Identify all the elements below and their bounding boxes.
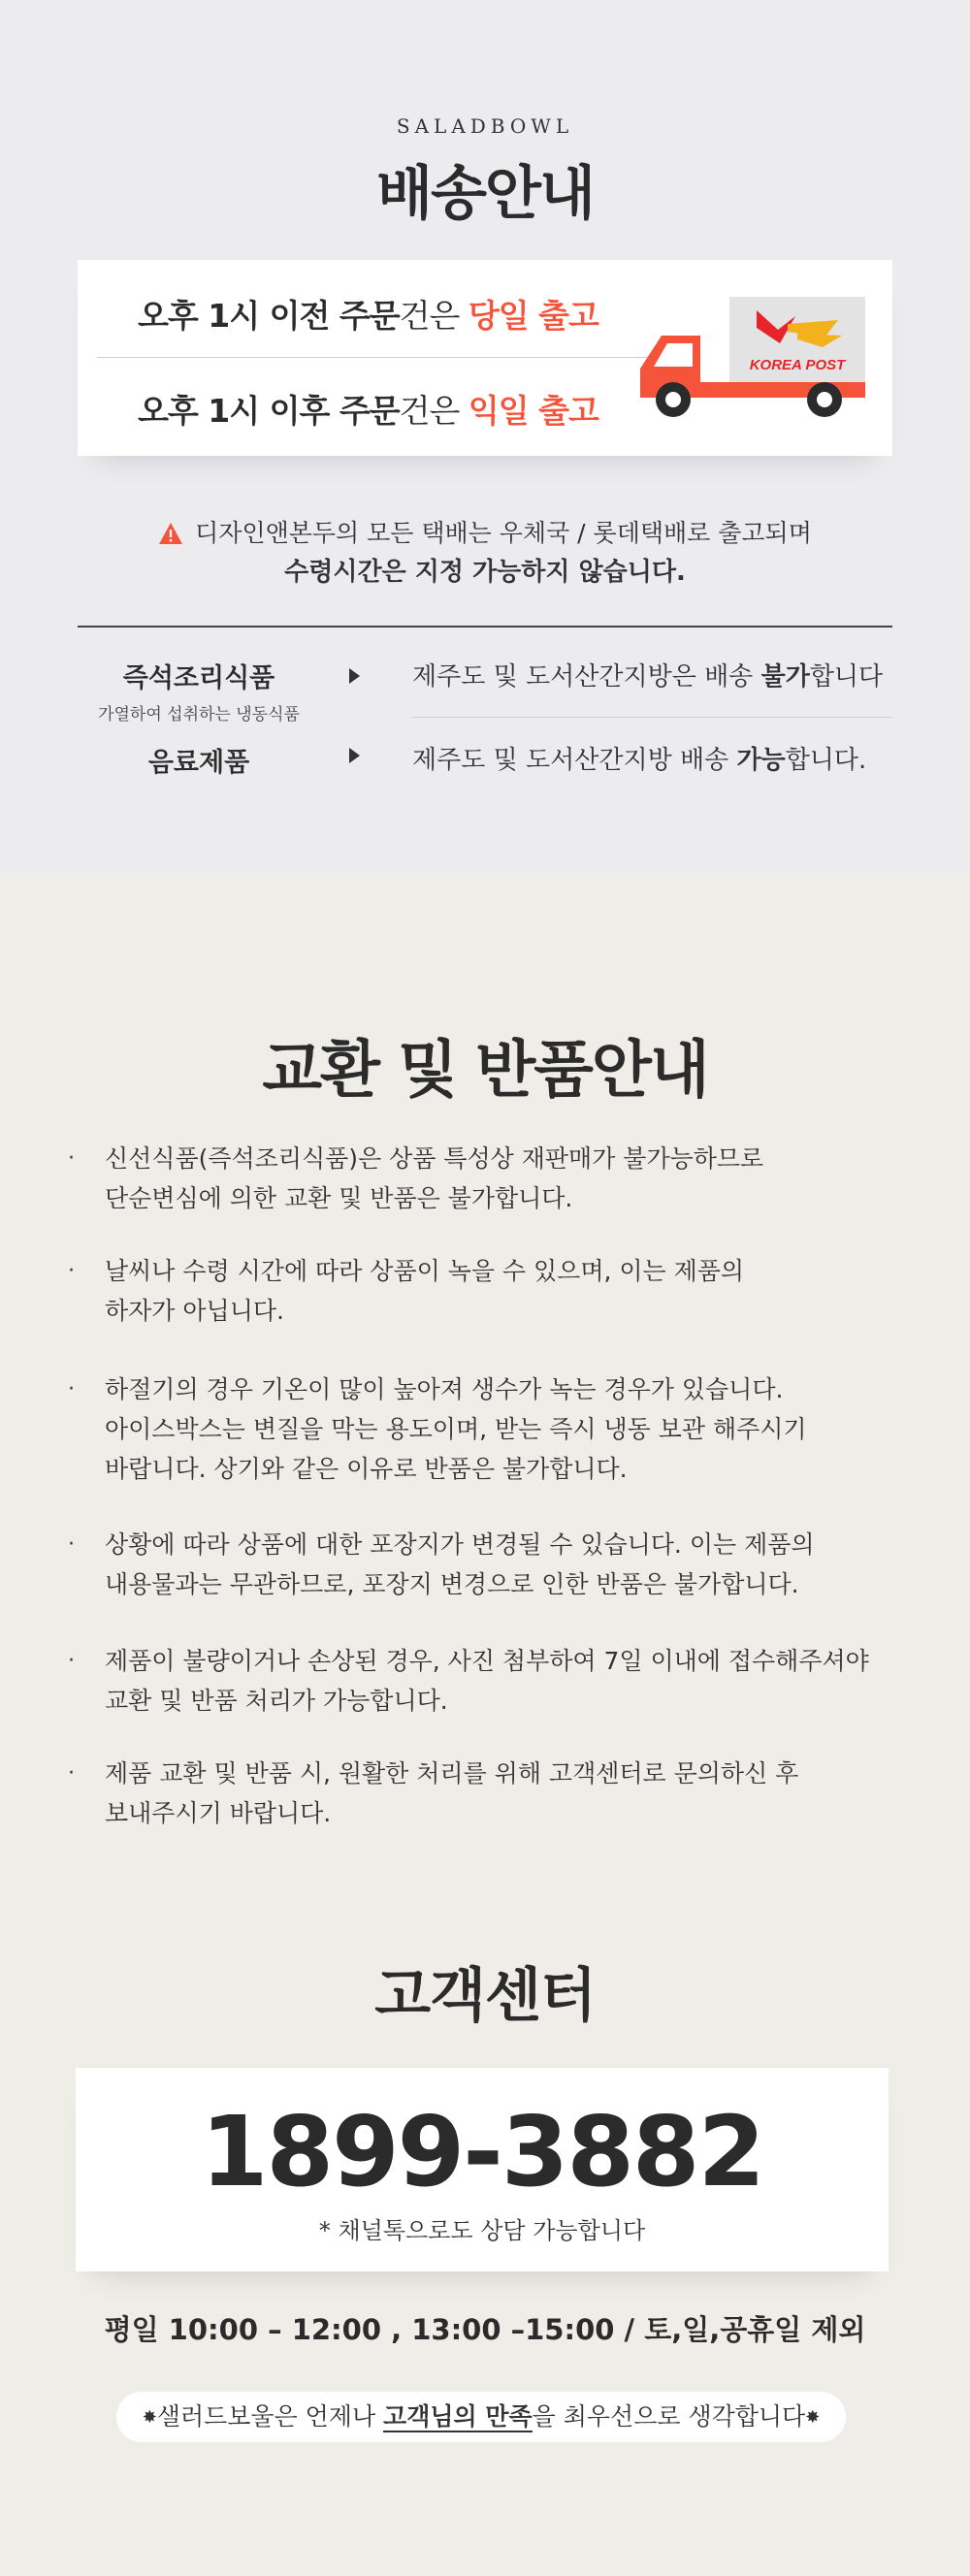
- category-subtitle: 가열하여 섭취하는 냉동식품: [98, 705, 300, 724]
- asterisk-icon: ✸: [805, 2407, 821, 2428]
- shipping-row-result: 당일 출고: [468, 297, 598, 335]
- list-item-text: 제품이 불량이거나 손상된 경우, 사진 첨부하여 7일 이내에 접수해주셔야 교환 및 반품 처리가 가능합니다.: [105, 1647, 869, 1715]
- table-row-divider: [412, 717, 892, 718]
- desc-emphasis: 가능: [736, 746, 786, 775]
- desc-text-end: 합니다: [809, 662, 884, 692]
- list-item: [68, 1754, 798, 1833]
- category-beverage: [78, 741, 320, 779]
- exchange-title: 교환 및 반품안내: [262, 1035, 708, 1107]
- shipping-row-divider: [97, 357, 669, 358]
- phone-number[interactable]: 1899-3882: [200, 2095, 764, 2208]
- category-delivery-desc: [412, 740, 866, 776]
- bullet-icon: ·: [68, 1377, 75, 1401]
- list-item-text: 하절기의 경우 기온이 많이 높아져 생수가 녹는 경우가 있습니다. 아이스박스는 변질을 막는 용도이며, 받는 즉시 냉동 보관 해주시기 바랍니다. 상기와 같은 이유로 반품은 불가합니다.: [105, 1375, 807, 1483]
- list-item-text: 날씨나 수령 시간에 따라 상품이 녹을 수 있으며, 이는 제품의 하자가 아닙니다.: [105, 1257, 745, 1325]
- brand-name: SALADBOWL: [396, 114, 574, 138]
- shipping-row-condition: 오후 1시 이후 주문: [138, 392, 400, 430]
- phone-note: * 채널톡으로도 상담 가능합니다: [318, 2217, 646, 2244]
- customer-center-title: 고객센터: [374, 1962, 596, 2030]
- shipping-row-connector: 건은: [399, 392, 469, 430]
- bullet-icon: ·: [68, 1259, 75, 1283]
- list-item: [68, 1641, 869, 1721]
- warning-triangle-icon: [158, 522, 183, 545]
- delivery-truck-icon: [632, 289, 875, 435]
- triangle-right-icon: [349, 748, 360, 763]
- notice-line-1: [0, 514, 970, 553]
- category-instant-food: [78, 657, 320, 724]
- notice-emphasis: 수령시간은 지정 가능하지 않습니다.: [284, 558, 686, 587]
- business-hours: 평일 10:00 – 12:00 , 13:00 –15:00 / 토,일,공휴일 제외: [104, 2313, 866, 2346]
- slogan-text-end: 을 최우선으로 생각합니다: [532, 2402, 806, 2431]
- notice-text: 디자인앤본두의 모든 택배는 우체국 / 롯데택배로 출고되며: [195, 519, 812, 547]
- desc-text-end: 합니다.: [785, 746, 867, 775]
- shipping-title: 배송안내: [376, 160, 594, 228]
- list-item: [68, 1525, 815, 1604]
- category-name: 음료제품: [147, 748, 250, 778]
- shipping-row-after-1pm: [138, 386, 598, 432]
- shipping-row-connector: 건은: [399, 297, 469, 335]
- category-name: 즉석조리식품: [122, 663, 275, 693]
- bullet-icon: ·: [68, 1146, 75, 1171]
- desc-emphasis: 불가: [760, 662, 810, 692]
- desc-text: 제주도 및 도서산간지방 배송: [412, 746, 737, 775]
- slogan-pill: [116, 2392, 846, 2442]
- shipping-notice: [0, 514, 970, 592]
- category-delivery-desc: [412, 657, 883, 692]
- slogan-text: 샐러드보울은 언제나: [156, 2402, 384, 2431]
- shipping-section: [0, 0, 970, 873]
- phone-box: [76, 2068, 889, 2271]
- list-item: [68, 1251, 744, 1331]
- shipping-row-result: 익일 출고: [468, 392, 598, 430]
- korea-post-logo-text: KOREA POST: [749, 357, 846, 373]
- asterisk-icon: ✸: [142, 2407, 157, 2428]
- bullet-icon: ·: [68, 1761, 75, 1786]
- bullet-icon: ·: [68, 1649, 75, 1673]
- triangle-right-icon: [349, 668, 360, 684]
- list-item-text: 제품 교환 및 반품 시, 원활한 처리를 위해 고객센터로 문의하신 후 보내주시기 바랍니다.: [105, 1759, 799, 1827]
- notice-line-2: [0, 553, 970, 592]
- shipping-row-before-1pm: [138, 291, 598, 337]
- list-item-text: 상황에 따라 상품에 대한 포장지가 변경될 수 있습니다. 이는 제품의 내용물과는 무관하므로, 포장지 변경으로 인한 반품은 불가합니다.: [105, 1530, 815, 1598]
- bullet-icon: ·: [68, 1532, 75, 1557]
- list-item-text: 신선식품(즉석조리식품)은 상품 특성상 재판매가 불가능하므로 단순변심에 의한 교환 및 반품은 불가합니다.: [105, 1144, 764, 1212]
- shipping-row-condition: 오후 1시 이전 주문: [138, 297, 400, 335]
- shipping-info-box: [78, 260, 892, 456]
- shipping-region-table: [78, 626, 892, 802]
- slogan-emphasis: 고객님의 만족: [383, 2402, 533, 2431]
- list-item: [68, 1369, 807, 1489]
- list-item: [68, 1139, 763, 1218]
- desc-text: 제주도 및 도서산간지방은 배송: [412, 662, 761, 692]
